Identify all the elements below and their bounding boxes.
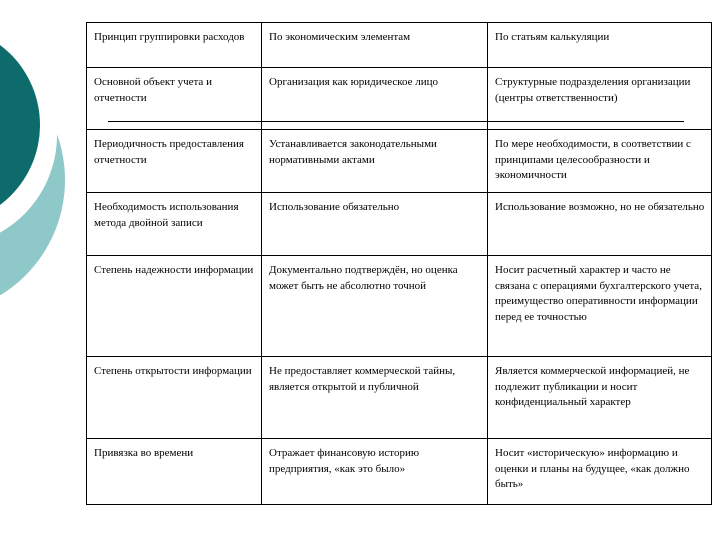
table-cell: По экономическим элементам	[262, 23, 488, 68]
table-cell: Является коммерческой информацией, не подлежит публикации и носит конфиденциальный характер	[488, 357, 712, 439]
decorative-circles	[0, 0, 90, 300]
table-cell: Степень надежности информации	[87, 256, 262, 357]
table-row	[87, 23, 712, 68]
table-cell: Организация как юридическое лицо	[262, 68, 488, 130]
row-underline	[108, 121, 684, 122]
table-row	[87, 130, 712, 193]
table-row	[87, 357, 712, 439]
table-cell: Степень открытости информации	[87, 357, 262, 439]
table-cell: Использование обязательно	[262, 193, 488, 256]
table-cell: Основной объект учета и отчетности	[87, 68, 262, 130]
table-cell: По статьям калькуляции	[488, 23, 712, 68]
table-cell: Документально подтверждён, но оценка может быть не абсолютно точной	[262, 256, 488, 357]
table-cell: Носит расчетный характер и часто не связана с операциями бухгалтерского учета, преимущество оперативности информации перед ее точностью	[488, 256, 712, 357]
table-cell: По мере необходимости, в соответствии с принципами целесообразности и экономичности	[488, 130, 712, 193]
table-row	[87, 256, 712, 357]
table-cell: Необходимость использования метода двойной записи	[87, 193, 262, 256]
table-cell: Не предоставляет коммерческой тайны, является открытой и публичной	[262, 357, 488, 439]
table-cell: Использование возможно, но не обязательно	[488, 193, 712, 256]
table-cell: Привязка во времени	[87, 439, 262, 505]
table-cell: Структурные подразделения организации (центры ответственности)	[488, 68, 712, 130]
table-cell: Периодичность предоставления отчетности	[87, 130, 262, 193]
table-row	[87, 193, 712, 256]
table-cell: Отражает финансовую историю предприятия, «как это было»	[262, 439, 488, 505]
table-row	[87, 439, 712, 505]
table-cell: Принцип группировки расходов	[87, 23, 262, 68]
table-cell: Носит «историческую» информацию и оценки и планы на будущее, «как должно быть»	[488, 439, 712, 505]
comparison-table	[86, 22, 712, 505]
table-cell: Устанавливается законодательными нормативными актами	[262, 130, 488, 193]
